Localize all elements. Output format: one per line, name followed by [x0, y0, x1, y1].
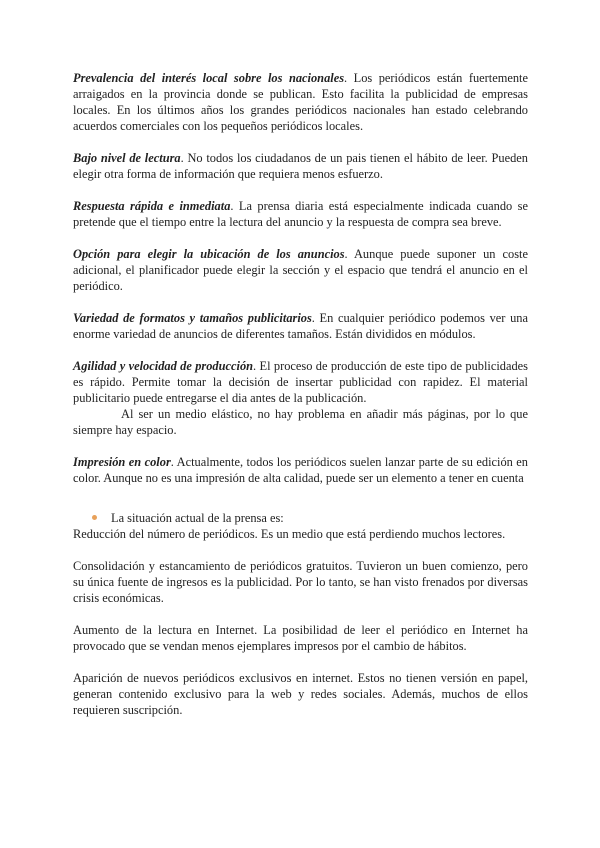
- text-reading-level: . No todos los ciudadanos de un pais tienen el hábito de leer. Pueden elegir otra forma de información que requiera menos esfuerzo.: [73, 151, 528, 181]
- paragraph-fewer-newspapers: Reducción del número de periódicos. Es un medio que está perdiendo muchos lectores.: [73, 527, 506, 541]
- term-reading-level: Bajo nivel de lectura: [73, 151, 181, 165]
- term-ad-formats: Variedad de formatos y tamaños publicitarios: [73, 311, 312, 325]
- term-quick-response: Respuesta rápida e inmediata: [73, 199, 231, 213]
- text-ad-formats: . En cualquier periódico podemos ver una enorme variedad de anuncios de diferentes tamaños. Están divididos en módulos.: [73, 311, 528, 341]
- term-production-speed: Agilidad y velocidad de producción: [73, 359, 254, 373]
- bullet-dot-icon: [92, 515, 97, 520]
- bullet-item-situation: [92, 510, 528, 526]
- paragraph-ad-formats: [73, 310, 528, 342]
- paragraph-internet-reading: Aumento de la lectura en Internet. La posibilidad de leer el periódico en Internet ha provocado que se vendan menos ejemplares impresos por el cambio de hábitos.: [73, 623, 528, 653]
- term-ad-placement: Opción para elegir la ubicación de los anuncios: [73, 247, 345, 261]
- text-local-interest: . Los periódicos están fuertemente arraigados en la provincia donde se publican. Esto facilita la publicidad de empresas locales. En los últimos años los grandes periódicos nacionales han estado celebrando acuerdos comerciales con los pequeños periódicos locales.: [73, 71, 528, 133]
- paragraph-color-printing: [73, 454, 528, 486]
- text-production-speed: . El proceso de producción de este tipo de publicidades es rápido. Permite tomar la decisión de insertar publicidad con rapidez. El material publicitario puede entregarse el dia antes de la publicación.: [73, 359, 529, 405]
- text-quick-response: . La prensa diaria está especialmente indicada cuando se pretende que el tiempo entre la lectura del anuncio y la respuesta de compra sea breve.: [73, 199, 528, 229]
- paragraph-quick-response: [73, 198, 528, 230]
- bullet-label: La situación actual de la prensa es:: [111, 511, 284, 525]
- text-color-printing: . Actualmente, todos los periódicos suelen lanzar parte de su edición en color. Aunque no es una impresión de alta calidad, puede ser un elemento a tener en cuenta: [73, 455, 528, 485]
- term-local-interest: Prevalencia del interés local sobre los nacionales: [73, 71, 345, 85]
- paragraph-online-newspapers: Aparición de nuevos periódicos exclusivos en internet. Estos no tienen versión en papel, generan contenido exclusivo para la web y redes sociales. Además, muchos de ellos requieren suscripción.: [73, 671, 528, 717]
- paragraph-elastic-medium: Al ser un medio elástico, no hay problema en añadir más páginas, por lo que siempre hay espacio.: [73, 407, 528, 437]
- text-ad-placement: . Aunque puede suponer un coste adicional, el planificador puede elegir la sección y el espacio que tendrá el anuncio en el periódico.: [73, 247, 528, 293]
- paragraph-local-interest: [73, 70, 528, 134]
- paragraph-free-newspapers: Consolidación y estancamiento de periódicos gratuitos. Tuvieron un buen comienzo, pero su única fuente de ingresos es la publicidad. Por lo tanto, se han visto frenados por diversas crisis económicas.: [73, 559, 528, 605]
- paragraph-production-speed: [73, 358, 528, 406]
- term-color-printing: Impresión en color: [73, 455, 171, 469]
- paragraph-reading-level: [73, 150, 528, 182]
- paragraph-ad-placement: [73, 246, 528, 294]
